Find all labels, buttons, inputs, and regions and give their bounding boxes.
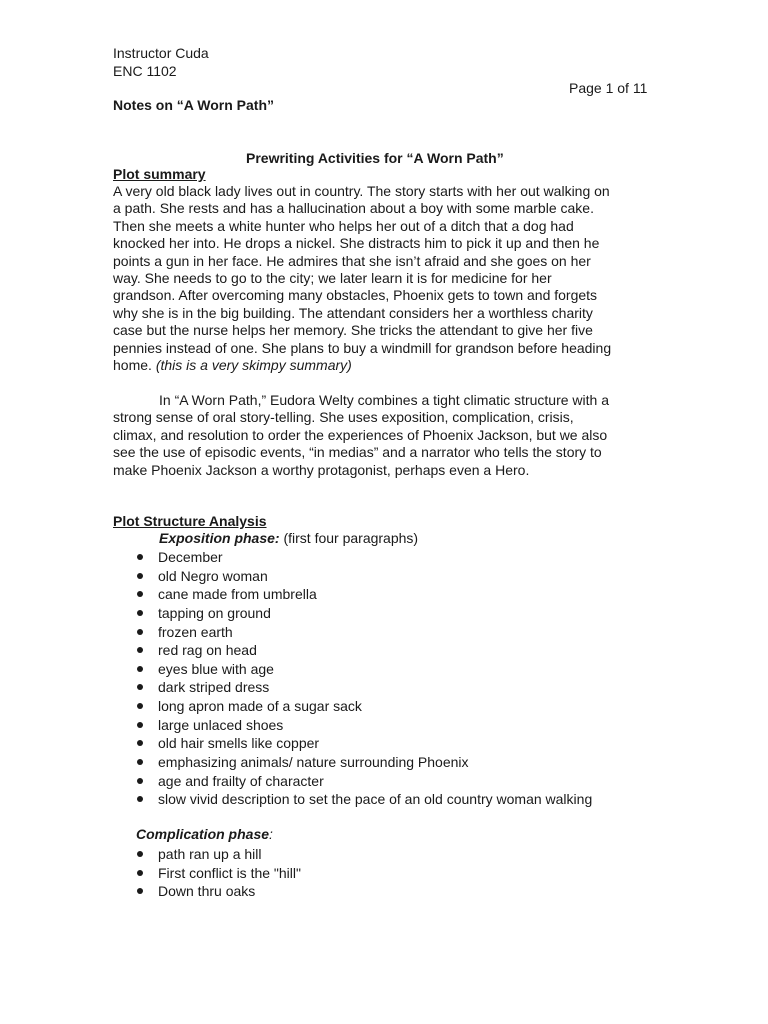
bullet-icon: [137, 703, 143, 709]
list-item: [135, 585, 592, 604]
bullet-icon: [137, 629, 143, 635]
list-item: [135, 790, 592, 809]
complication-phase-colon: :: [269, 826, 273, 842]
bullet-icon: [137, 591, 143, 597]
list-item: [135, 845, 301, 864]
list-item-text: large unlaced shoes: [158, 716, 284, 733]
list-item: [135, 660, 592, 679]
summary-line: case but the nurse helps her memory. She tricks the attendant to give her five: [113, 322, 593, 339]
bullet-icon: [137, 778, 143, 784]
instructor-name: Instructor Cuda: [113, 45, 209, 61]
bullet-icon: [137, 870, 143, 876]
exposition-list: [135, 548, 592, 809]
plot-summary-text: [113, 183, 673, 374]
summary-last-line: [113, 357, 673, 374]
analysis-line: strong sense of oral story-telling. She uses exposition, complication, crisis,: [113, 409, 574, 426]
list-item-text: long apron made of a sugar sack: [158, 698, 362, 715]
complication-phase-label: Complication phase: [136, 826, 270, 842]
bullet-icon: [137, 722, 143, 728]
list-item: [135, 567, 592, 586]
summary-note: (this is a very skimpy summary): [155, 357, 352, 374]
bullet-icon: [137, 666, 143, 672]
notes-title: Notes on “A Worn Path”: [113, 97, 274, 113]
list-item: [135, 716, 592, 735]
list-item-text: age and frailty of character: [158, 772, 324, 789]
analysis-line: climax, and resolution to order the experiences of Phoenix Jackson, but we also: [113, 426, 608, 443]
prewriting-title: Prewriting Activities for “A Worn Path”: [246, 150, 504, 166]
summary-line: points a gun in her face. He admires that she isn’t afraid and she goes on her: [113, 252, 591, 269]
list-item: [135, 882, 301, 901]
list-item-text: emphasizing animals/ nature surrounding Phoenix: [158, 754, 469, 771]
bullet-icon: [137, 888, 143, 894]
plot-structure-heading: Plot Structure Analysis: [113, 513, 267, 529]
list-item-text: eyes blue with age: [158, 660, 274, 677]
list-item: [135, 772, 592, 791]
bullet-icon: [137, 610, 143, 616]
summary-line: pennies instead of one. She plans to buy a windmill for grandson before heading: [113, 339, 612, 356]
list-item-text: red rag on head: [158, 642, 257, 659]
list-item-text: cane made from umbrella: [158, 586, 317, 603]
list-item-text: frozen earth: [158, 623, 233, 640]
summary-line: a path. She rests and has a hallucination about a boy with some marble cake.: [113, 200, 594, 217]
list-item: [135, 734, 592, 753]
list-item: [135, 864, 301, 883]
complication-list: [135, 845, 301, 901]
list-item: [135, 548, 592, 567]
analysis-line: make Phoenix Jackson a worthy protagonist, perhaps even a Hero.: [113, 461, 530, 478]
list-item-text: Down thru oaks: [158, 883, 256, 900]
list-item-text: path ran up a hill: [158, 846, 262, 862]
bullet-icon: [137, 573, 143, 579]
list-item: [135, 604, 592, 623]
analysis-paragraph: [113, 392, 673, 479]
exposition-phase-heading: [159, 530, 418, 547]
list-item-text: dark striped dress: [158, 679, 270, 696]
summary-line: Then she meets a white hunter who helps her out of a ditch that a dog had: [113, 217, 574, 234]
summary-line: why she is in the big building. The attendant considers her a worthless charity: [113, 304, 593, 321]
list-item: [135, 678, 592, 697]
list-item-text: old hair smells like copper: [158, 735, 320, 752]
course-code: ENC 1102: [113, 63, 177, 79]
list-item-text: First conflict is the "hill": [158, 864, 301, 881]
list-item-text: old Negro woman: [158, 567, 268, 584]
summary-line: grandson. After overcoming many obstacles, Phoenix gets to town and forgets: [113, 287, 598, 304]
bullet-icon: [137, 684, 143, 690]
list-item: [135, 753, 592, 772]
analysis-line: In “A Worn Path,” Eudora Welty combines a tight climatic structure with a: [159, 392, 609, 408]
page-number: Page 1 of 11: [569, 80, 648, 96]
list-item-text: tapping on ground: [158, 604, 271, 621]
list-item-text: December: [158, 549, 223, 565]
exposition-phase-note: (first four paragraphs): [279, 530, 419, 546]
summary-line: way. She needs to go to the city; we later learn it is for medicine for her: [113, 270, 552, 287]
list-item: [135, 641, 592, 660]
summary-line: A very old black lady lives out in country. The story starts with her out walking on: [113, 183, 610, 199]
bullet-icon: [137, 759, 143, 765]
complication-phase-heading: [136, 826, 273, 843]
list-item: [135, 623, 592, 642]
plot-summary-heading: Plot summary: [113, 166, 206, 182]
summary-last-line-start: home.: [113, 357, 156, 374]
list-item: [135, 697, 592, 716]
list-item-text: slow vivid description to set the pace of an old country woman walking: [158, 791, 593, 808]
analysis-line: see the use of episodic events, “in medias” and a narrator who tells the story to: [113, 444, 602, 461]
exposition-phase-label: Exposition phase:: [159, 530, 280, 546]
bullet-icon: [137, 554, 143, 560]
bullet-icon: [137, 851, 143, 857]
bullet-icon: [137, 796, 143, 802]
bullet-icon: [137, 647, 143, 653]
summary-line: knocked her into. He drops a nickel. She distracts him to pick it up and then he: [113, 235, 600, 252]
bullet-icon: [137, 740, 143, 746]
